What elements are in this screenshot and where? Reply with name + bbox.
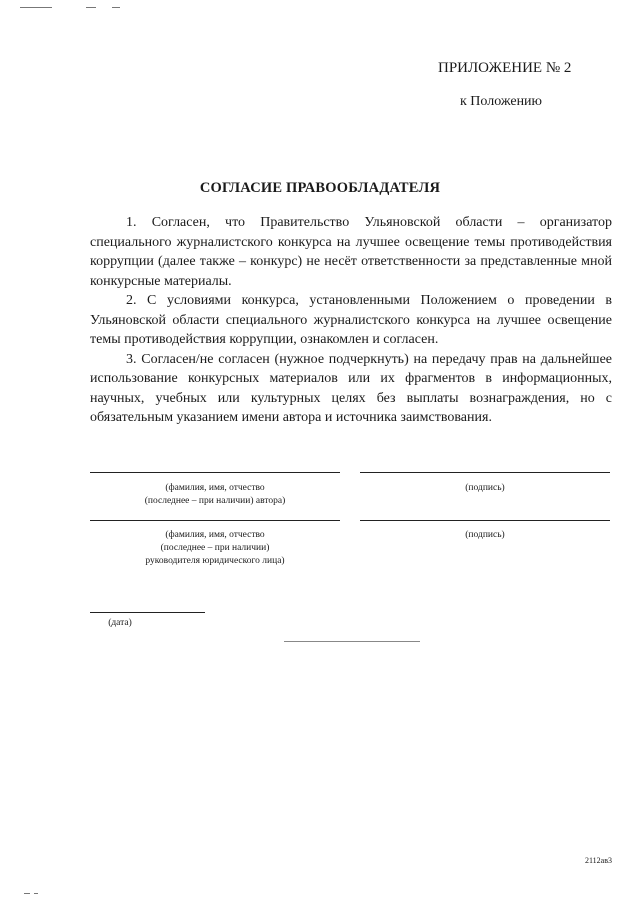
paragraph-1: 1. Согласен, что Правительство Ульяновской области – организатор специального журналистского конкурса на лучшее освещение темы противодействия коррупции (далее также – конкурс) не несёт ответственности за представленные мной конкурсные материалы. [90, 215, 612, 289]
signature-caption-1: (подпись) [465, 483, 505, 493]
faint-line [284, 641, 420, 642]
scan-speck [20, 7, 52, 8]
paragraph-2: 2. С условиями конкурса, установленными Положением о проведении в Ульяновской области специального журналистского конкурса на лучшее освещение темы противодействия коррупции, ознакомлен и согласен. [90, 293, 612, 347]
legal-name-caption [90, 529, 340, 568]
document-body [90, 213, 612, 428]
signature-caption-2: (подпись) [465, 530, 505, 540]
appendix-label: ПРИЛОЖЕНИЕ № 2 [438, 60, 572, 76]
document-title: СОГЛАСИЕ ПРАВООБЛАДАТЕЛЯ [199, 180, 441, 196]
legal-name-line [90, 520, 340, 521]
legal-caption-line-2: (последнее – при наличии) [160, 543, 270, 553]
footer-code: 2112ав3 [584, 856, 612, 865]
to-regulation-label: к Положению [460, 94, 543, 109]
signature-line-2 [360, 520, 610, 521]
scan-speck [112, 7, 120, 8]
scan-speck [34, 893, 38, 894]
author-name-caption [90, 482, 340, 508]
author-caption-line-2: (последнее – при наличии) автора) [144, 496, 286, 506]
author-caption-line-1: (фамилия, имя, отчество [165, 483, 265, 493]
legal-caption-line-3: руководителя юридического лица) [145, 556, 285, 566]
legal-caption-line-1: (фамилия, имя, отчество [165, 530, 265, 540]
scan-speck [86, 7, 96, 8]
paragraph-3: 3. Согласен/не согласен (нужное подчеркнуть) на передачу прав на дальнейшее использование конкурсных материалов или их фрагментов в информационных, научных, учебных или культурных целях без выплаты вознаграждения, но с обязательным указанием имени автора и источника заимствования. [90, 351, 612, 425]
date-caption: (дата) [108, 618, 132, 628]
date-line [90, 612, 205, 613]
signature-line-1 [360, 472, 610, 473]
author-name-line [90, 472, 340, 473]
scan-speck [24, 893, 30, 894]
